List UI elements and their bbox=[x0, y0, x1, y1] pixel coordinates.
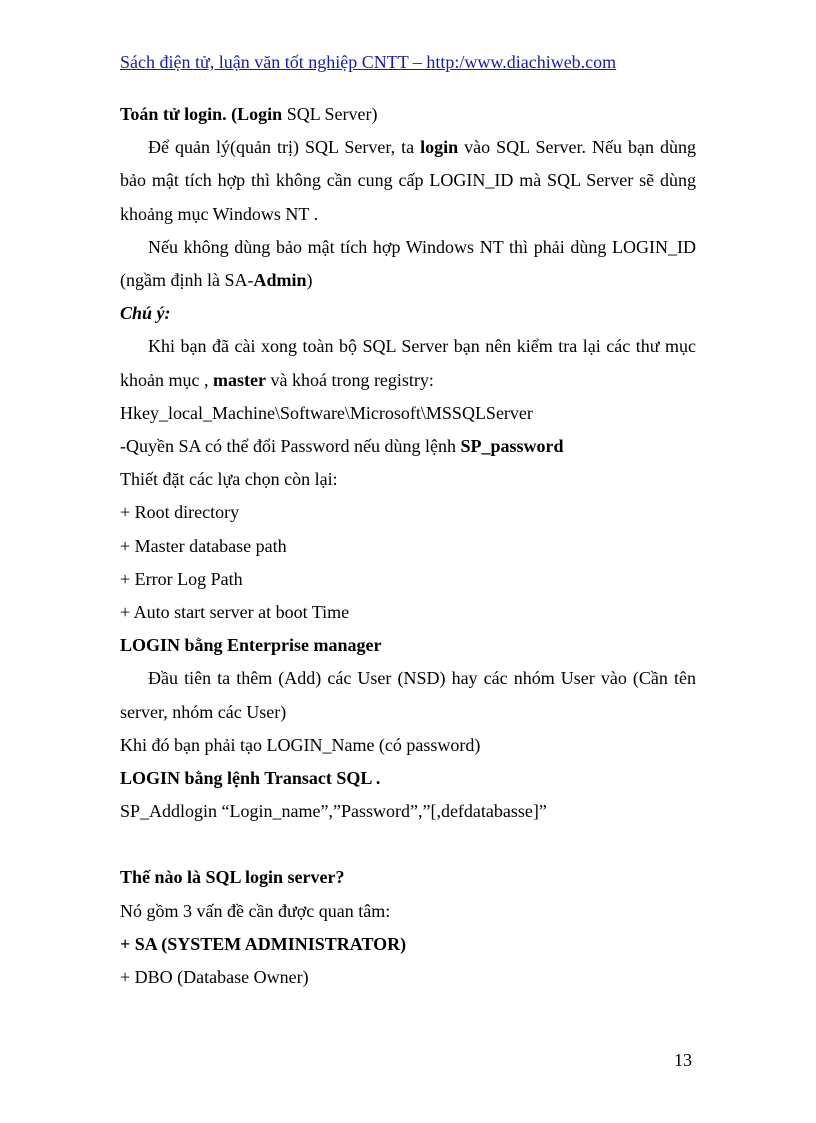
list-item: + Auto start server at boot Time bbox=[120, 602, 350, 623]
section-title-login-operator bbox=[120, 98, 696, 131]
list-item-sa: + SA (SYSTEM ADMINISTRATOR) bbox=[120, 933, 407, 954]
paragraph-manage-sql-server bbox=[120, 131, 696, 231]
text-run: Nếu không dùng bảo mật tích hợp Windows NT thì phải dùng LOGIN_ID (ngầm định là SA- bbox=[120, 236, 696, 291]
text-run: và khoá trong registry: bbox=[265, 369, 434, 390]
text-run: vào SQL Server. Nếu bạn dùng bảo mật tích hợp thì không cần cung cấp LOGIN_ID mà SQL Server sẽ dùng khoảng mục Windows NT . bbox=[120, 137, 696, 224]
text-run: ) bbox=[306, 270, 313, 291]
paragraph-add-users: Đầu tiên ta thêm (Add) các User (NSD) hay các nhóm User vào (Cần tên server, nhóm các User) bbox=[120, 668, 696, 722]
paragraph-create-login-name: Khi đó bạn phải tạo LOGIN_Name (có password) bbox=[120, 734, 481, 755]
title-rest: SQL Server) bbox=[282, 104, 378, 124]
heading-transact-sql: LOGIN bằng lệnh Transact SQL . bbox=[120, 768, 381, 789]
bold-master: master bbox=[212, 369, 266, 390]
heading-sql-login-server: Thế nào là SQL login server? bbox=[120, 867, 345, 888]
list-item-dbo: + DBO (Database Owner) bbox=[120, 967, 309, 988]
bold-sp-password: SP_password bbox=[460, 436, 564, 457]
paragraph-check-directories bbox=[120, 330, 696, 396]
text-run: Để quản lý(quản trị) SQL Server, ta bbox=[148, 137, 421, 158]
list-item: + Error Log Path bbox=[120, 568, 243, 589]
text-run: -Quyền SA có thể đổi Password nếu dùng lệnh bbox=[120, 436, 461, 457]
code-sp-addlogin: SP_Addlogin “Login_name”,”Password”,”[,defdatabasse]” bbox=[120, 801, 547, 822]
list-item: + Master database path bbox=[120, 535, 287, 556]
body-text bbox=[120, 98, 696, 994]
registry-path: Hkey_local_Machine\Software\Microsoft\MSSQLServer bbox=[120, 402, 533, 423]
header-link[interactable]: Sách điện tử, luận văn tốt nghiệp CNTT – http:/www.diachiweb.com bbox=[120, 52, 617, 72]
title-bold-login: Login bbox=[237, 104, 283, 124]
page-number: 13 bbox=[674, 1050, 692, 1070]
blank-line bbox=[120, 828, 696, 861]
text-run: Khi bạn đã cài xong toàn bộ SQL Server bạn nên kiểm tra lại các thư mục khoản mục , bbox=[120, 336, 696, 390]
title-bold-part: Toán tử login. ( bbox=[120, 104, 238, 124]
bold-admin: Admin bbox=[253, 270, 307, 291]
paragraph-remaining-options: Thiết đặt các lựa chọn còn lại: bbox=[120, 469, 338, 490]
heading-enterprise-manager: LOGIN bằng Enterprise manager bbox=[120, 635, 382, 656]
list-item: + Root directory bbox=[120, 502, 240, 523]
paragraph-sa-password bbox=[120, 430, 696, 463]
paragraph-three-issues: Nó gồm 3 vấn đề cần được quan tâm: bbox=[120, 900, 391, 921]
note-title: Chú ý: bbox=[120, 303, 171, 324]
bold-login: login bbox=[420, 137, 459, 158]
paragraph-no-integrated-security bbox=[120, 231, 696, 297]
